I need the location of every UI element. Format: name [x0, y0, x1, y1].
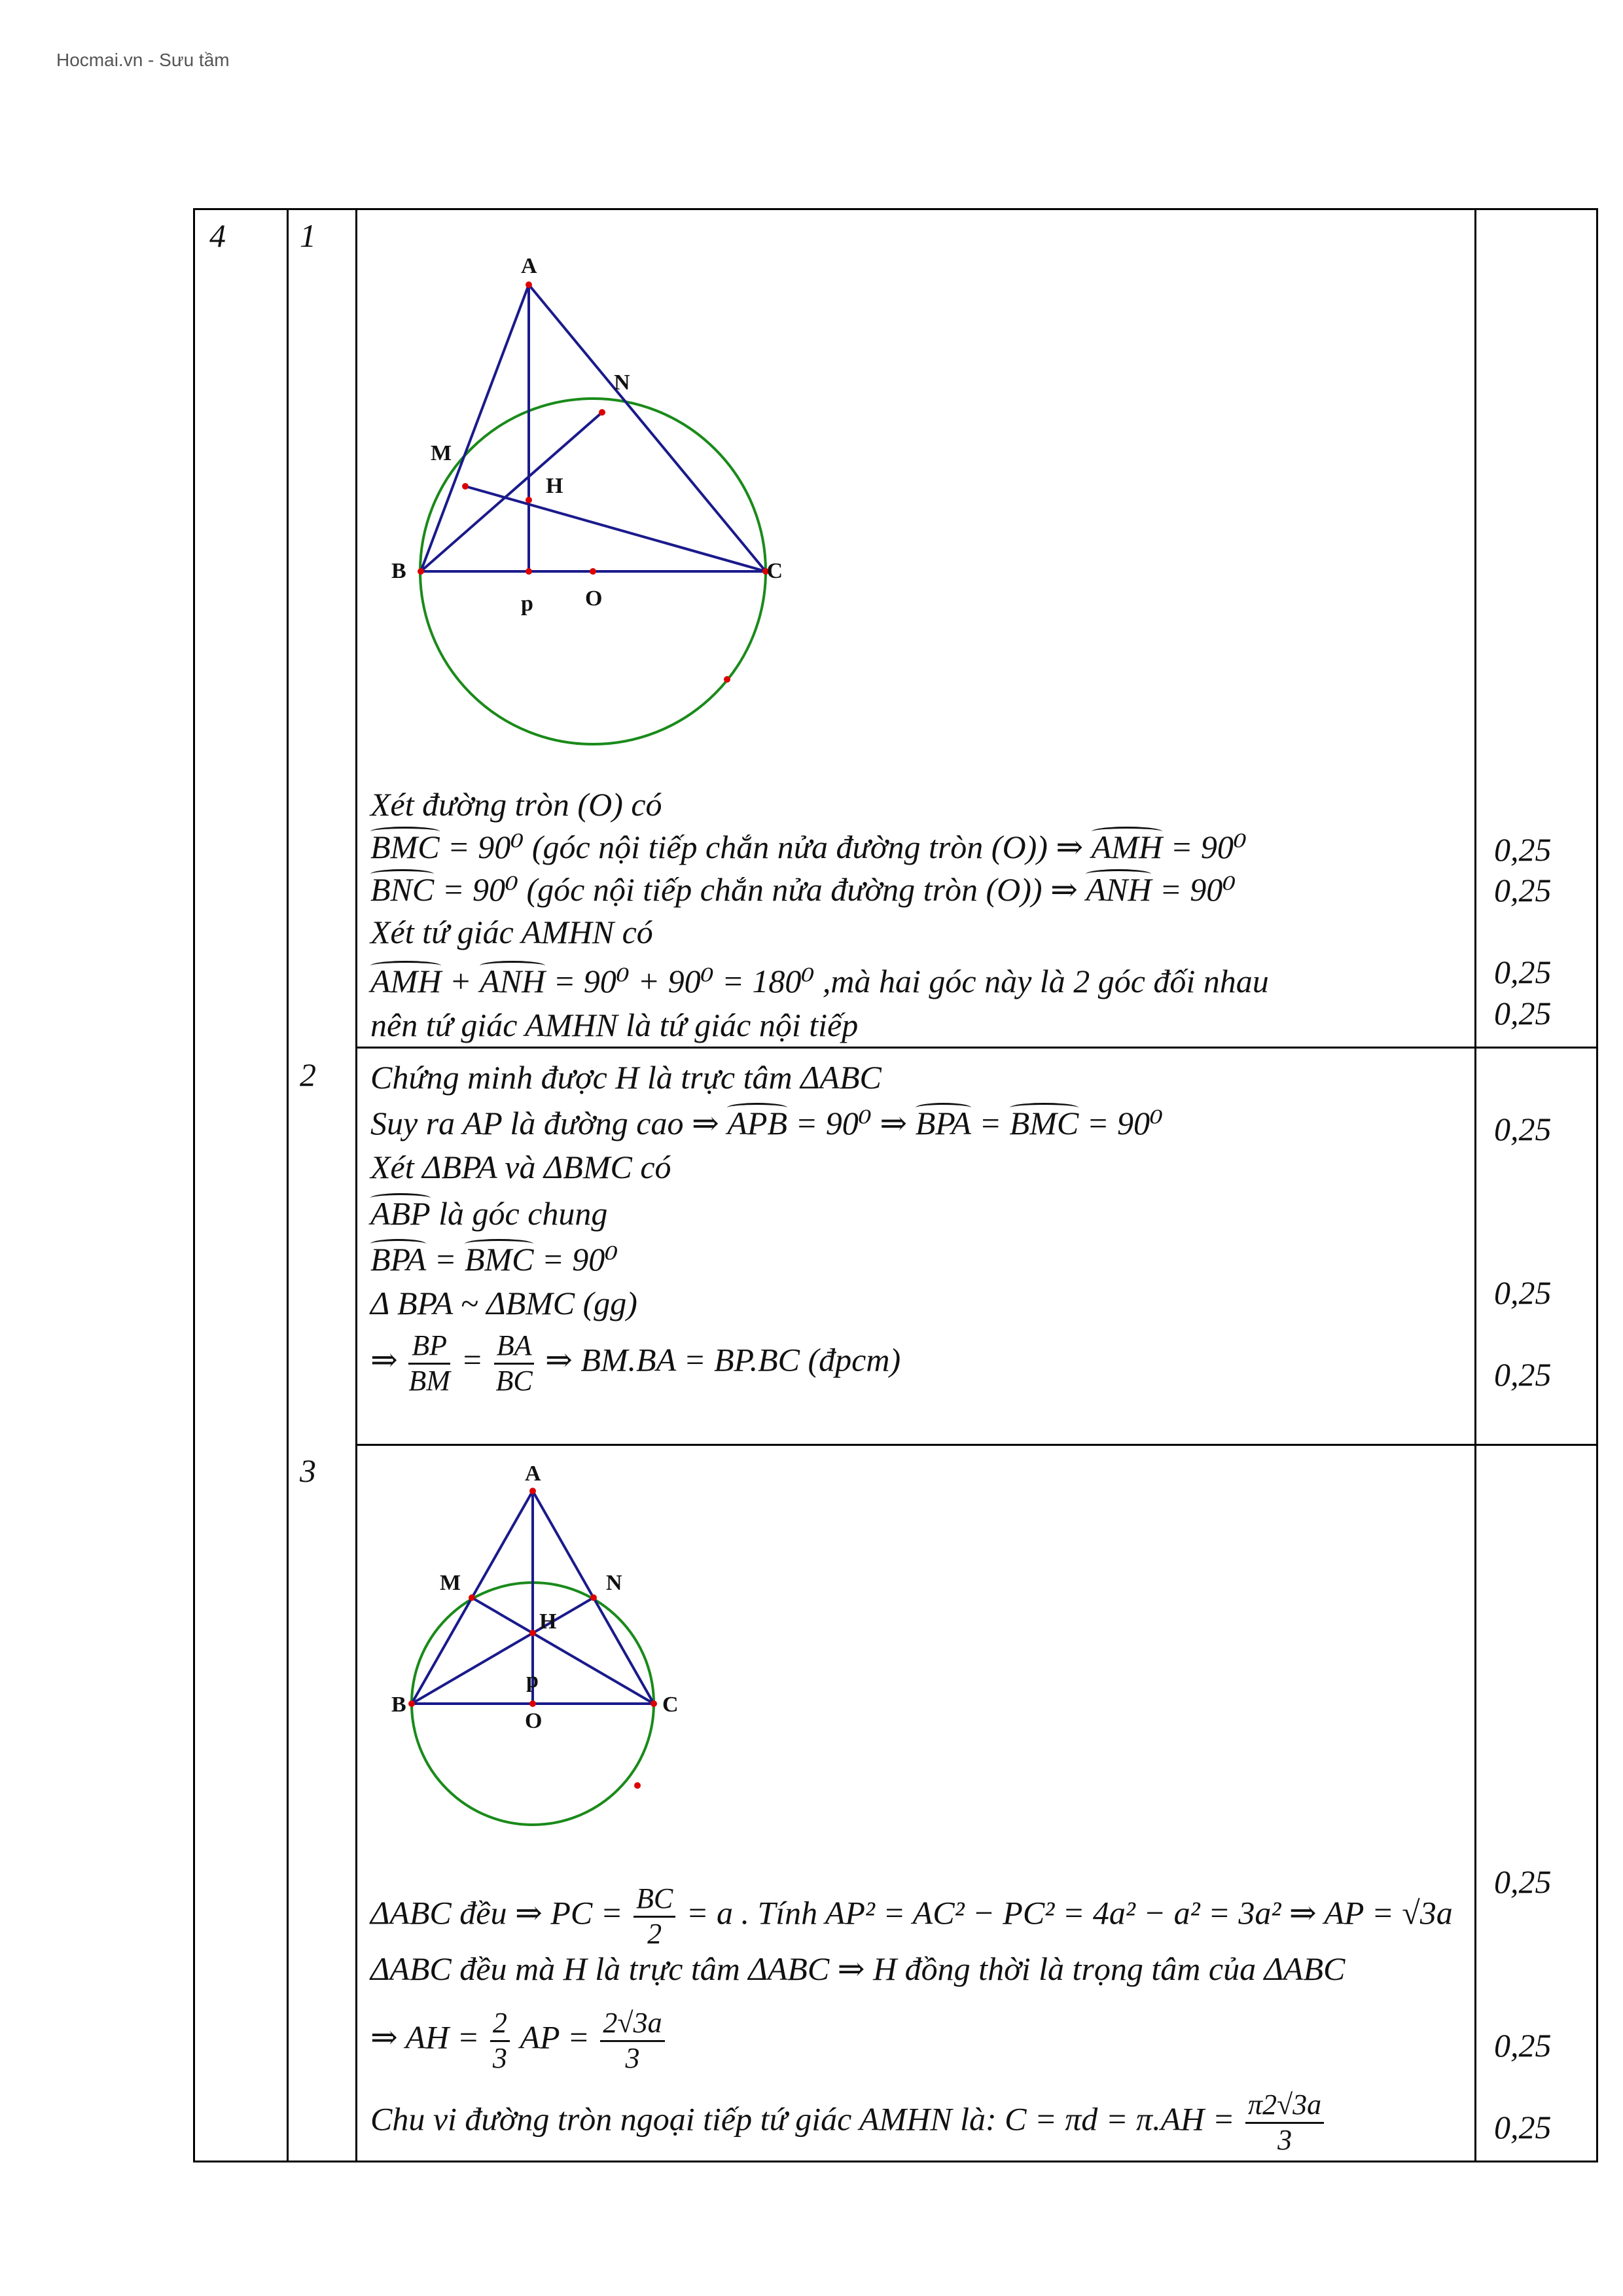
part-number: 2 — [300, 1056, 316, 1093]
score: 0,25 — [1494, 995, 1552, 1031]
part1-line5: AMH + ANH = 90⁰ + 90⁰ = 180⁰ ,mà hai góc này là 2 góc đối nhau — [370, 963, 1269, 999]
score: 0,25 — [1494, 1863, 1552, 1900]
column-divider — [287, 210, 289, 2161]
part2-line5: BPA = BMC = 90⁰ — [370, 1241, 618, 1278]
fraction-bc-2: $\frac{BC}{2}$ — [633, 1882, 675, 1950]
part1-line6: nên tứ giác AMHN là tứ giác nội tiếp — [370, 1007, 859, 1043]
label-a: A — [525, 1462, 541, 1486]
part1-line4: Xét tứ giác AMHN có — [370, 914, 653, 950]
label-p: p — [521, 592, 533, 616]
fraction-ba-bc: $\frac{BA}{BC}$ — [494, 1329, 535, 1397]
label-c: C — [662, 1693, 679, 1717]
part3-line3: ⇒ AH = $\frac{2}{3}$ AP = $\frac{2√3a}{3}$ — [370, 2007, 668, 2075]
label-h: H — [546, 474, 563, 498]
triangle-abc — [421, 285, 766, 571]
point-o — [529, 1700, 536, 1707]
fraction-pi2root3a-3: $\frac{\pi 2√3a}{3}$ — [1245, 2089, 1324, 2157]
segment-bn — [412, 1598, 594, 1704]
part1-line2: BMC = 90⁰ (góc nội tiếp chắn nửa đường tròn (O)) ⇒ AMH = 90⁰ — [370, 829, 1247, 865]
answer-table — [193, 208, 1598, 2162]
part2-line1: Chứng minh được H là trực tâm ΔABC — [370, 1059, 882, 1096]
label-h: H — [539, 1609, 557, 1634]
point-b — [408, 1700, 415, 1707]
segment-bn — [421, 412, 602, 571]
column-divider — [1474, 210, 1476, 2161]
point-extra — [634, 1782, 641, 1789]
point-b — [418, 568, 424, 575]
column-divider — [355, 210, 357, 2161]
label-o: O — [585, 586, 603, 611]
part2-line3: Xét ΔBPA và ΔBMC có — [370, 1149, 671, 1185]
point-n — [599, 409, 605, 416]
label-a: A — [521, 254, 537, 278]
point-m — [462, 483, 469, 490]
page-header: Hocmai.vn - Sưu tầm — [56, 50, 230, 70]
label-o: O — [525, 1709, 543, 1733]
part3-line2: ΔABC đều mà H là trực tâm ΔABC ⇒ H đồng thời là trọng tâm của ΔABC — [370, 1950, 1346, 1987]
part2-line7: ⇒ $\frac{BP}{BM}$ = $\frac{BA}{BC}$ ⇒ BM.BA = BP.BC (đpcm) — [370, 1329, 901, 1397]
label-b: B — [391, 559, 406, 583]
score: 0,25 — [1494, 2109, 1552, 2145]
label-p: p — [526, 1668, 539, 1693]
label-n: N — [606, 1571, 622, 1595]
score: 0,25 — [1494, 831, 1552, 868]
part-number: 3 — [300, 1452, 316, 1489]
score: 0,25 — [1494, 1111, 1552, 1147]
fraction-2-3: $\frac{2}{3}$ — [490, 2007, 510, 2075]
part-number: 1 — [300, 217, 316, 254]
score: 0,25 — [1494, 954, 1552, 990]
label-c: C — [766, 559, 783, 583]
part3-line4: Chu vi đường tròn ngoại tiếp tứ giác AMHN là: C = πd = π.AH = $\frac{\pi 2√3a}{3}$ — [370, 2089, 1327, 2157]
point-h — [529, 1630, 536, 1636]
score: 0,25 — [1494, 872, 1552, 908]
segment-cm — [472, 1598, 654, 1704]
score: 0,25 — [1494, 1274, 1552, 1311]
segment-cm — [465, 486, 766, 571]
part2-line6: Δ BPA ~ ΔBMC (gg) — [370, 1285, 637, 1321]
label-n: N — [614, 370, 630, 395]
figure-equilateral-circle — [391, 1457, 705, 1863]
figure-orthocenter-circle — [391, 223, 784, 878]
fraction-bp-bm: $\frac{BP}{BM}$ — [408, 1329, 450, 1397]
point-c — [651, 1700, 657, 1707]
part2-line4: ABP là góc chung — [370, 1195, 608, 1232]
part1-line1: Xét đường tròn (O) có — [370, 786, 662, 823]
point-m — [469, 1594, 475, 1601]
part3-line1: ΔABC đều ⇒ PC = $\frac{BC}{2}$ = a . Tính AP² = AC² − PC² = 4a² − a² = 3a² ⇒ AP = √3a — [370, 1882, 1453, 1950]
question-number: 4 — [209, 217, 226, 254]
part1-line3: BNC = 90⁰ (góc nội tiếp chắn nửa đường tròn (O)) ⇒ ANH = 90⁰ — [370, 871, 1236, 908]
point-h — [526, 497, 532, 503]
score: 0,25 — [1494, 2027, 1552, 2064]
label-b: B — [391, 1693, 406, 1717]
point-a — [526, 281, 532, 288]
point-n — [590, 1594, 597, 1601]
label-m: M — [440, 1571, 461, 1595]
point-p — [526, 568, 532, 575]
row-divider — [355, 1444, 1596, 1446]
part2-line2: Suy ra AP là đường cao ⇒ APB = 90⁰ ⇒ BPA = BMC = 90⁰ — [370, 1105, 1163, 1141]
point-a — [529, 1488, 536, 1494]
row-divider — [355, 1047, 1596, 1049]
point-extra — [724, 676, 730, 683]
label-m: M — [431, 441, 452, 465]
fraction-2root3a-3: $\frac{2√3a}{3}$ — [600, 2007, 664, 2075]
score: 0,25 — [1494, 1356, 1552, 1393]
point-o — [590, 568, 596, 575]
